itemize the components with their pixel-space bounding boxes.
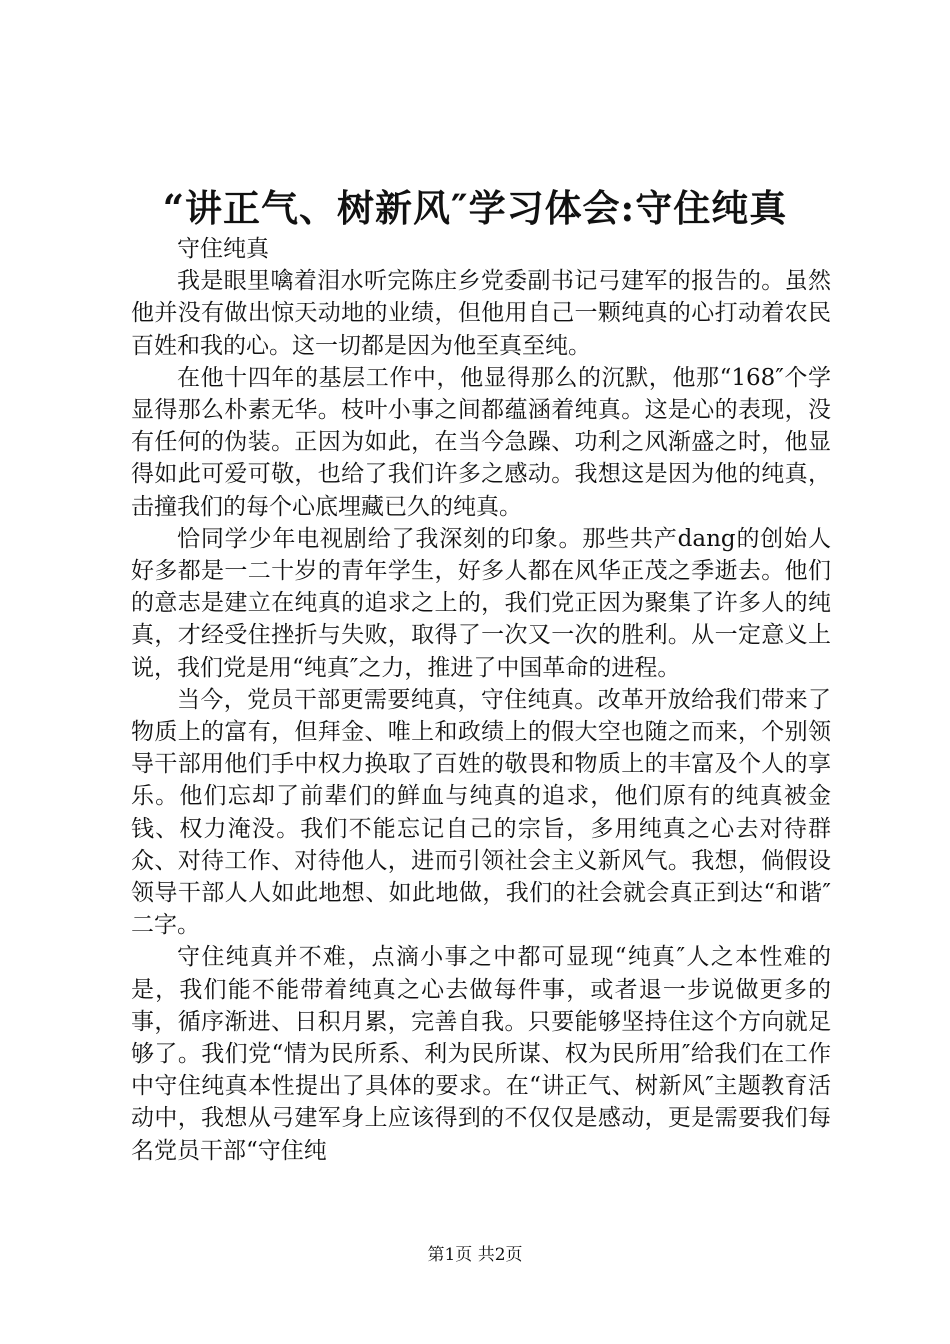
page-number-footer: 第1页 共2页 [427,1245,523,1265]
paragraph: 守住纯真并不难，点滴小事之中都可显现“纯真″人之本性难的是，我们能不能带着纯真之心去做每件事，或者退一步说做更多的事，循序渐进、日积月累，完善自我。只要能够坚持住这个方向就足够了。我们党“情为民所系、利为民所谋、权为民所用″给我们在工作中守住纯真本性提出了具体的要求。在“讲正气、树新风″主题教育活动中，我想从弓建军身上应该得到的不仅仅是感动，更是需要我们每名党员干部“守住纯 [131,944,831,1164]
document-title: “讲正气、树新风″学习体会:守住纯真 [162,186,788,230]
paragraph: 我是眼里噙着泪水听完陈庄乡党委副书记弓建军的报告的。虽然他并没有做出惊天动地的业绩，但他用自己一颗纯真的心打动着农民百姓和我的心。这一切都是因为他至真至纯。 [131,268,831,359]
paragraph: 当今，党员干部更需要纯真，守住纯真。改革开放给我们带来了物质上的富有，但拜金、唯上和政绩上的假大空也随之而来，个别领导干部用他们手中权力换取了百姓的敬畏和物质上的丰富及个人的享乐。他们忘却了前辈们的鲜血与纯真的追求，他们原有的纯真被金钱、权力淹没。我们不能忘记自己的宗旨，多用纯真之心去对待群众、对待工作、对待他人，进而引领社会主义新风气。我想，倘假设领导干部人人如此地想、如此地做，我们的社会就会真正到达“和谐″二字。 [131,686,831,939]
paragraph: 在他十四年的基层工作中，他显得那么的沉默，他那“168″个学显得那么朴素无华。枝叶小事之间都蕴涵着纯真。这是心的表现，没有任何的伪装。正因为如此，在当今急躁、功利之风渐盛之时，他显得如此可爱可敬，也给了我们许多之感动。我想这是因为他的纯真，击撞我们的每个心底埋藏已久的纯真。 [131,364,831,520]
paragraph: 恰同学少年电视剧给了我深刻的印象。那些共产dang的创始人好多都是一二十岁的青年学生，好多人都在风华正茂之季逝去。他们的意志是建立在纯真的追求之上的，我们党正因为聚集了许多人的纯真，才经受住挫折与失败，取得了一次又一次的胜利。从一定意义上说，我们党是用“纯真″之力，推进了中国革命的进程。 [131,525,831,681]
subtitle-paragraph: 守住纯真 [177,236,269,262]
document-body [131,233,831,1167]
